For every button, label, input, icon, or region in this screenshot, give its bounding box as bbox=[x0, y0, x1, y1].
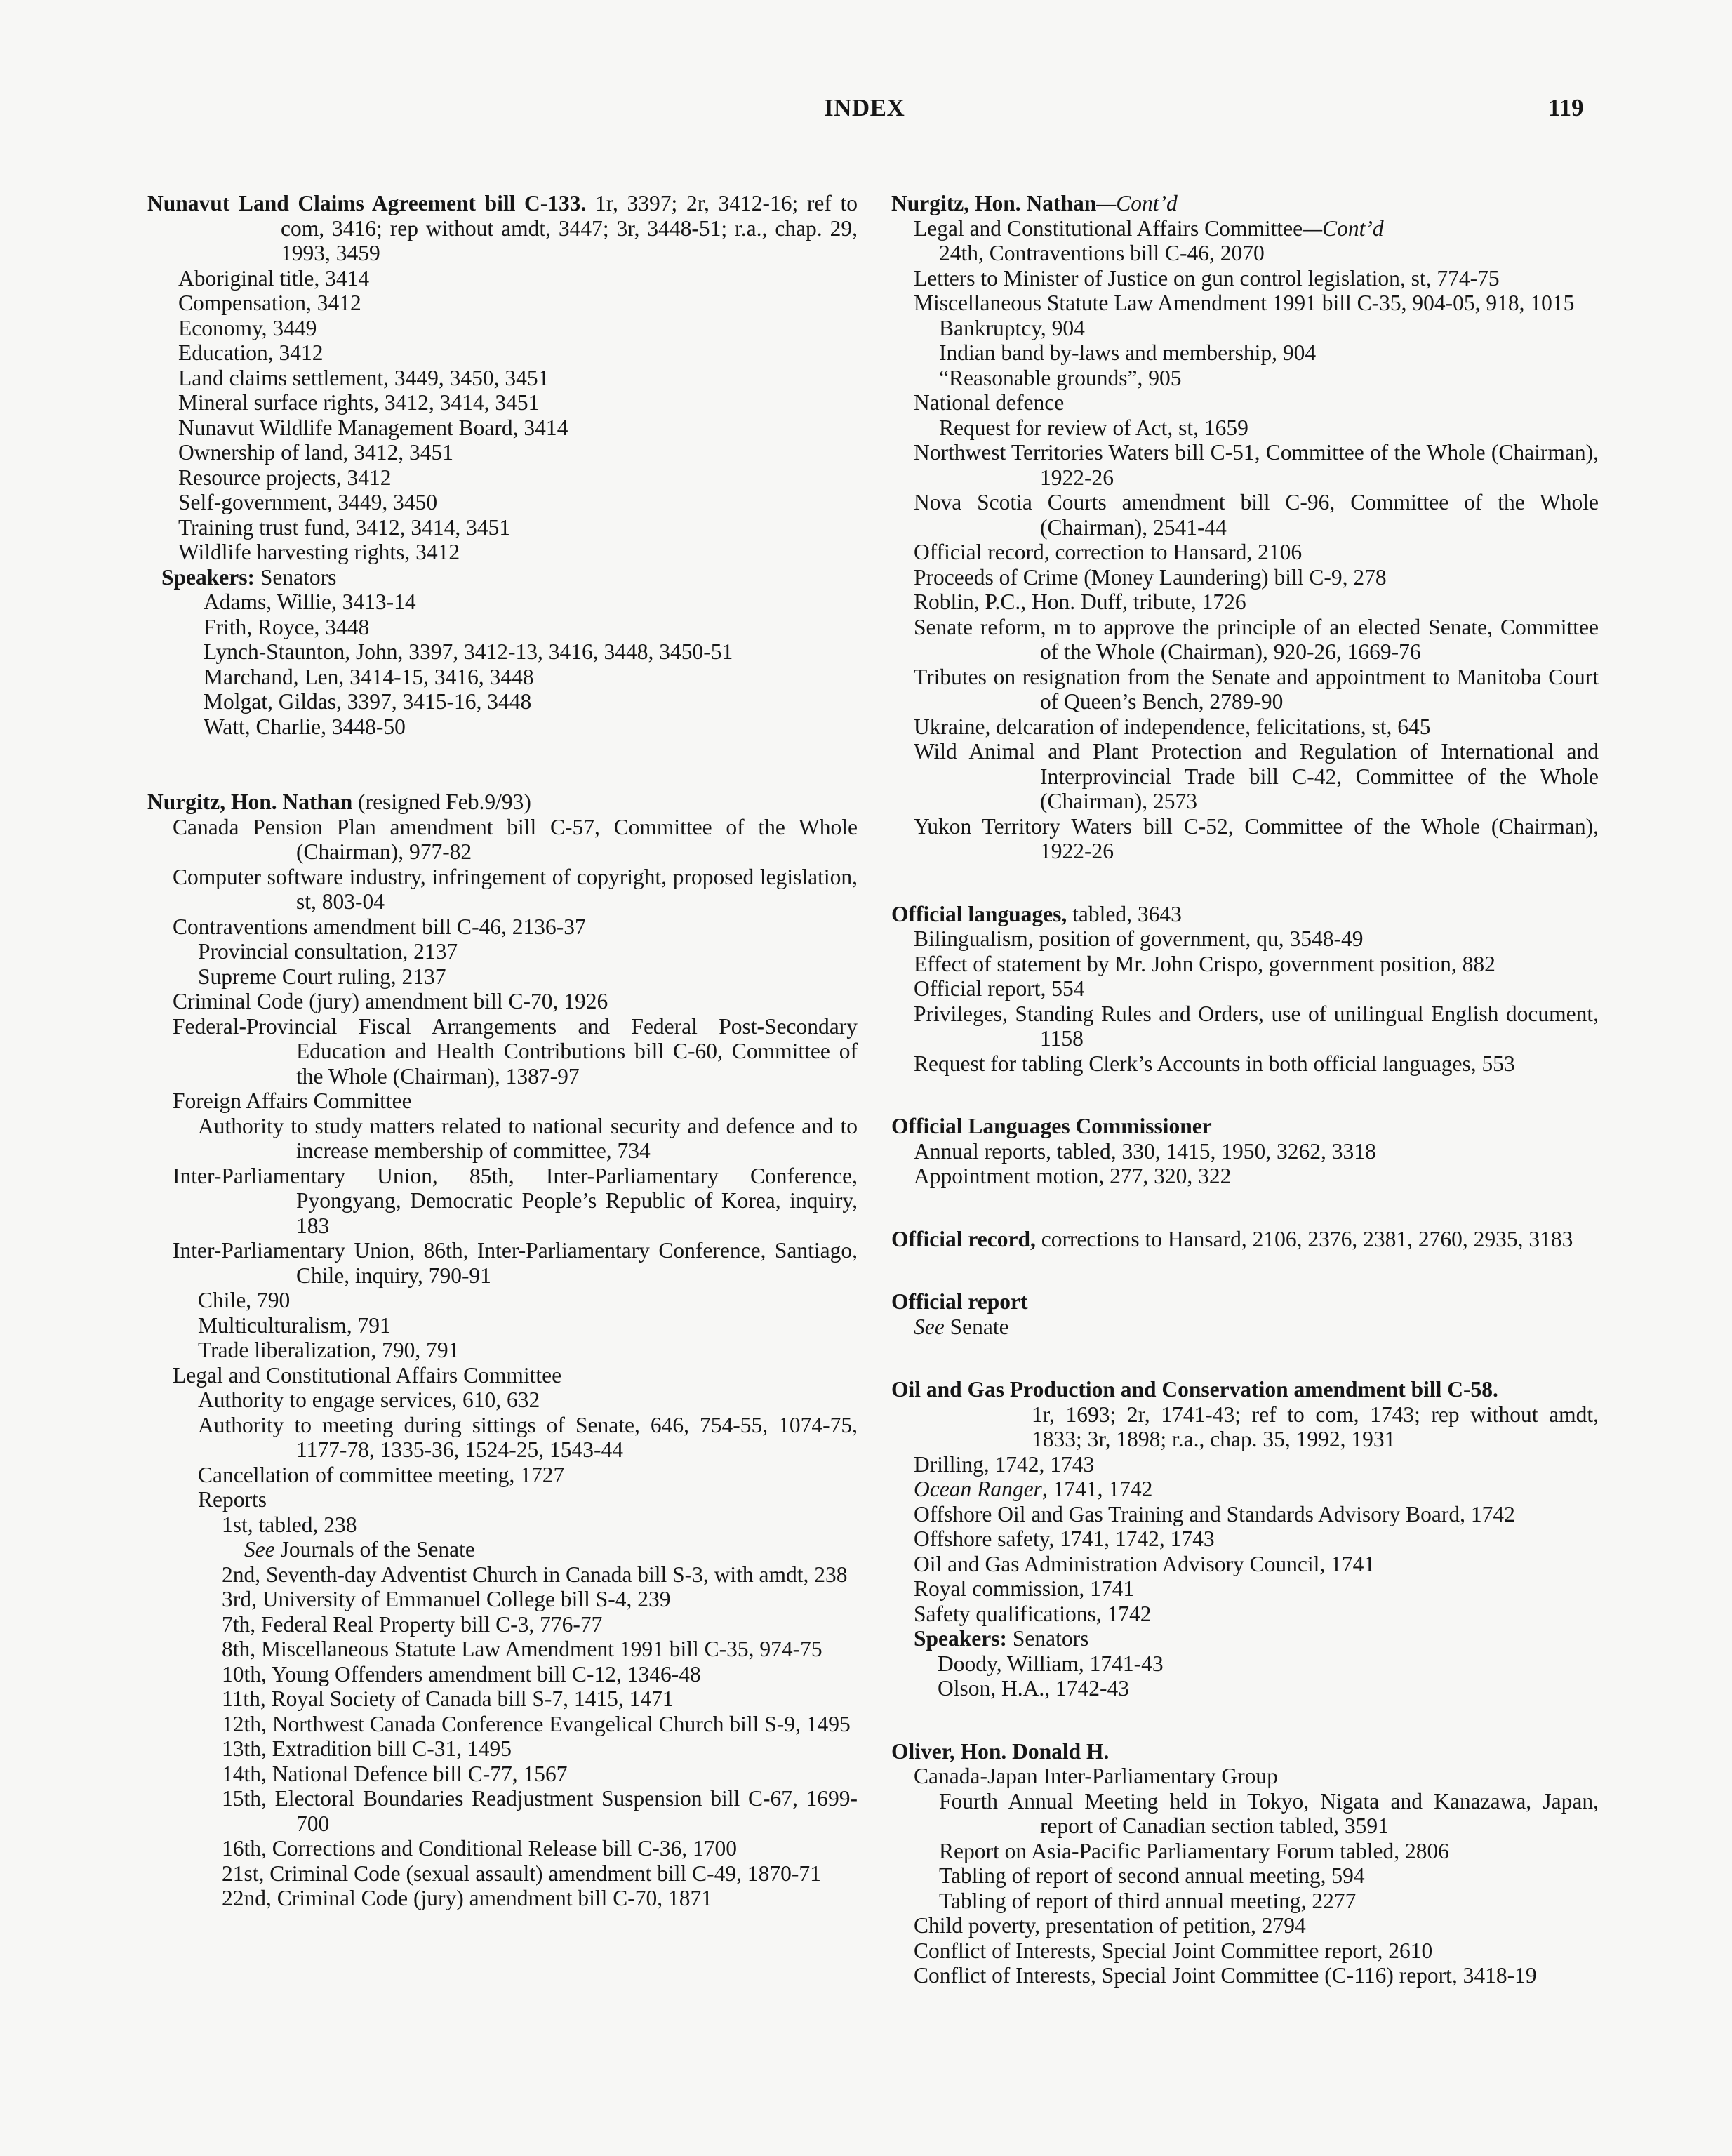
line-text: 10th, Young Offenders amendment bill C-12, 1346-48 bbox=[222, 1661, 701, 1686]
line-text: Aboriginal title, 3414 bbox=[178, 265, 370, 291]
line-text: Conflict of Interests, Special Joint Committee report, 2610 bbox=[914, 1938, 1433, 1963]
line-text: Authority to study matters related to national security and defence and to increase membership of committee, 734 bbox=[198, 1113, 858, 1163]
speakers-label: Speakers: bbox=[914, 1626, 1007, 1651]
line-text: Adams, Willie, 3413-14 bbox=[204, 590, 416, 614]
sub-entry bbox=[147, 1786, 858, 1836]
line-text: Supreme Court ruling, 2137 bbox=[198, 964, 446, 989]
line-text: Child poverty, presentation of petition, 2794 bbox=[914, 1913, 1306, 1938]
entry-heading: Nurgitz, Hon. Nathan bbox=[891, 191, 1097, 215]
line-text: Contraventions amendment bill C-46, 2136-37 bbox=[173, 914, 586, 939]
sub-entry bbox=[891, 976, 1599, 1002]
line-text: Tabling of report of third annual meeting, 2277 bbox=[939, 1888, 1357, 1913]
sub-entry bbox=[891, 490, 1599, 540]
line-text: Nova Scotia Courts amendment bill C-96, Committee of the Whole (Chairman), 2541-44 bbox=[914, 490, 1599, 540]
sub-entry bbox=[147, 1612, 858, 1637]
line-text: Reports bbox=[198, 1487, 267, 1512]
sub-entry bbox=[891, 340, 1599, 366]
line-text: Inter-Parliamentary Union, 85th, Inter-Parliamentary Conference, Pyongyang, Democratic People’s Republic of Korea, inquiry, 183 bbox=[173, 1163, 858, 1238]
sub-entry bbox=[891, 615, 1599, 665]
line-text: , 1741, 1742 bbox=[1041, 1477, 1153, 1501]
sub-entry bbox=[147, 366, 858, 391]
line-text: 13th, Extradition bill C-31, 1495 bbox=[222, 1736, 512, 1761]
sub-entry bbox=[891, 1526, 1599, 1552]
see-label: See bbox=[914, 1314, 945, 1339]
sub-entries bbox=[891, 216, 1599, 864]
sub-entry bbox=[147, 291, 858, 316]
entry-heading: Official languages, bbox=[891, 901, 1067, 926]
sub-entry bbox=[147, 1338, 858, 1363]
sub-entry bbox=[891, 1963, 1599, 1988]
line-text: Authority to meeting during sittings of Senate, 646, 754-55, 1074-75, 1177-78, 1335-36, 1524-25, 1543-44 bbox=[198, 1412, 858, 1462]
speaker-entry bbox=[147, 639, 858, 665]
sub-entry bbox=[147, 415, 858, 441]
sub-entry bbox=[147, 1762, 858, 1787]
line-text: Report on Asia-Pacific Parliamentary Forum tabled, 2806 bbox=[939, 1838, 1449, 1863]
line-text: Foreign Affairs Committee bbox=[173, 1089, 412, 1113]
index-entry-nurgitz-continued bbox=[891, 191, 1599, 864]
line-text: Safety qualifications, 1742 bbox=[914, 1601, 1152, 1626]
sub-entry bbox=[891, 1164, 1599, 1189]
line-text: Nunavut Wildlife Management Board, 3414 bbox=[178, 415, 568, 440]
line-text: 15th, Electoral Boundaries Readjustment Suspension bill C-67, 1699-700 bbox=[222, 1786, 858, 1836]
sub-entry bbox=[891, 1576, 1599, 1602]
spacer bbox=[891, 1701, 1599, 1739]
sub-entries bbox=[891, 1139, 1599, 1189]
line-text: Miscellaneous Statute Law Amendment 1991 bill C-35, 904-05, 918, 1015 bbox=[914, 291, 1575, 315]
sub-entry bbox=[891, 1789, 1599, 1839]
line-text: Yukon Territory Waters bill C-52, Committee of the Whole (Chairman), 1922-26 bbox=[914, 813, 1599, 863]
entry-heading-line bbox=[147, 191, 858, 266]
left-column bbox=[147, 191, 858, 1911]
speaker-entry bbox=[147, 714, 858, 740]
line-text: Molgat, Gildas, 3397, 3415-16, 3448 bbox=[204, 689, 532, 714]
sub-entry bbox=[147, 1288, 858, 1313]
sub-entry bbox=[147, 1662, 858, 1687]
line-text: Training trust fund, 3412, 3414, 3451 bbox=[178, 514, 511, 540]
spacer bbox=[891, 1076, 1599, 1114]
entry-heading: Oliver, Hon. Donald H. bbox=[891, 1738, 1110, 1764]
entry-heading-line bbox=[891, 1114, 1599, 1139]
sub-entry bbox=[147, 1736, 858, 1762]
line-text: 21st, Criminal Code (sexual assault) amendment bill C-49, 1870-71 bbox=[222, 1861, 821, 1886]
sub-entry bbox=[147, 1164, 858, 1239]
sub-entry bbox=[891, 714, 1599, 740]
line-text: Self-government, 3449, 3450 bbox=[178, 490, 438, 514]
spacer bbox=[891, 1251, 1599, 1289]
line-text: 1st, tabled, 238 bbox=[222, 1512, 357, 1537]
index-entry-oliver bbox=[891, 1739, 1599, 1988]
line-text: 12th, Northwest Canada Conference Evangelical Church bill S-9, 1495 bbox=[222, 1711, 851, 1736]
line-text: Inter-Parliamentary Union, 86th, Inter-Parliamentary Conference, Santiago, Chile, inquiry, 790-91 bbox=[173, 1238, 858, 1288]
line-text: Multiculturalism, 791 bbox=[198, 1312, 391, 1338]
line-text: 22nd, Criminal Code (jury) amendment bill C-70, 1871 bbox=[222, 1886, 713, 1910]
line-text: “Reasonable grounds”, 905 bbox=[939, 365, 1182, 390]
sub-entry bbox=[891, 1913, 1599, 1938]
sub-entry bbox=[891, 565, 1599, 590]
line-text: Watt, Charlie, 3448-50 bbox=[204, 714, 406, 739]
sub-entry bbox=[147, 540, 858, 565]
sub-entry bbox=[891, 366, 1599, 391]
speaker-entry bbox=[147, 665, 858, 690]
line-text: Royal commission, 1741 bbox=[914, 1576, 1135, 1601]
line-text: Economy, 3449 bbox=[178, 315, 317, 340]
entry-heading-line bbox=[891, 1289, 1599, 1315]
spacer bbox=[891, 1189, 1599, 1227]
sub-entry bbox=[891, 316, 1599, 341]
line-text: Provincial consultation, 2137 bbox=[198, 939, 458, 964]
sub-entry bbox=[891, 814, 1599, 864]
line-text: Request for tabling Clerk’s Accounts in both official languages, 553 bbox=[914, 1051, 1515, 1076]
line-text: Mineral surface rights, 3412, 3414, 3451 bbox=[178, 390, 540, 415]
italic-title: Ocean Ranger bbox=[914, 1477, 1042, 1501]
line-text: Tabling of report of second annual meeting, 594 bbox=[939, 1863, 1365, 1888]
see-label: See bbox=[244, 1537, 275, 1562]
sub-entry bbox=[147, 1886, 858, 1911]
line-text: Federal-Provincial Fiscal Arrangements and Federal Post-Secondary Education and Health Contributions bill C-60, Committee of the Whole (Chairman), 1387-97 bbox=[173, 1013, 858, 1089]
sub-entry bbox=[147, 1413, 858, 1463]
sub-entries bbox=[147, 266, 858, 565]
line-text: Official record, correction to Hansard, 2106 bbox=[914, 540, 1303, 564]
sub-entry bbox=[891, 266, 1599, 291]
line-text: Journals of the Senate bbox=[274, 1537, 475, 1562]
right-column bbox=[891, 191, 1599, 1988]
see-reference bbox=[891, 1315, 1599, 1340]
speaker-entry bbox=[147, 615, 858, 640]
speakers-line bbox=[891, 1626, 1599, 1651]
index-entry-official-languages bbox=[891, 902, 1599, 1077]
sub-entry bbox=[147, 1512, 858, 1538]
sub-entry bbox=[147, 1712, 858, 1737]
line-text: Compensation, 3412 bbox=[178, 291, 361, 315]
sub-entry bbox=[147, 1363, 858, 1388]
entry-heading: Nurgitz, Hon. Nathan bbox=[147, 790, 353, 814]
line-text: Frith, Royce, 3448 bbox=[204, 614, 370, 639]
line-text: Drilling, 1742, 1743 bbox=[914, 1451, 1095, 1477]
sub-entry bbox=[147, 1463, 858, 1488]
line-text: 11th, Royal Society of Canada bill S-7, 1415, 1471 bbox=[222, 1686, 674, 1711]
speakers-line bbox=[147, 565, 858, 590]
line-text: Northwest Territories Waters bill C-51, Committee of the Whole (Chairman), 1922-26 bbox=[914, 440, 1599, 490]
line-text: Tributes on resignation from the Senate and appointment to Manitoba Court of Queen’s Bench, 2789-90 bbox=[914, 664, 1599, 714]
spacer bbox=[891, 1339, 1599, 1377]
speaker-list bbox=[891, 1651, 1599, 1701]
sub-entry bbox=[147, 914, 858, 940]
line-text: Land claims settlement, 3449, 3450, 3451 bbox=[178, 365, 549, 390]
speaker-entry bbox=[891, 1651, 1599, 1677]
line-text: Conflict of Interests, Special Joint Committee (C-116) report, 3418-19 bbox=[914, 1963, 1537, 1988]
line-text: Ukraine, delcaration of independence, felicitations, st, 645 bbox=[914, 714, 1431, 739]
speaker-entry bbox=[891, 1676, 1599, 1701]
sub-entry bbox=[147, 1861, 858, 1886]
sub-entry bbox=[891, 1552, 1599, 1577]
spacer bbox=[147, 739, 858, 790]
line-text: Roblin, P.C., Hon. Duff, tribute, 1726 bbox=[914, 590, 1246, 614]
sub-entry bbox=[147, 465, 858, 491]
sub-entry bbox=[891, 390, 1599, 415]
entry-text: 1r, 1693; 2r, 1741-43; ref to com, 1743; rep without amdt, 1833; 3r, 1898; r.a., chap. 35, 1992, 1931 bbox=[1032, 1402, 1599, 1451]
sub-entry bbox=[891, 926, 1599, 952]
line-text: Senate reform, m to approve the principle of an elected Senate, Committee of the Whole (Chairman), 920-26, 1669-76 bbox=[914, 614, 1599, 664]
sub-entry bbox=[891, 665, 1599, 714]
entry-text: tabled, 3643 bbox=[1067, 901, 1182, 926]
line-text: 16th, Corrections and Conditional Release bill C-36, 1700 bbox=[222, 1836, 738, 1861]
sub-entry bbox=[147, 390, 858, 415]
line-text: Offshore Oil and Gas Training and Standards Advisory Board, 1742 bbox=[914, 1501, 1515, 1526]
line-text: 14th, National Defence bill C-77, 1567 bbox=[222, 1761, 568, 1786]
index-entry-official-record bbox=[891, 1227, 1599, 1252]
index-entry-oil-gas bbox=[891, 1377, 1599, 1701]
sub-entry bbox=[147, 316, 858, 341]
sub-entry bbox=[147, 989, 858, 1014]
speaker-list bbox=[147, 590, 858, 739]
line-text: Bankruptcy, 904 bbox=[939, 315, 1085, 340]
line-text: Proceeds of Crime (Money Laundering) bill C-9, 278 bbox=[914, 564, 1387, 590]
entry-text: 1r, 3397; 2r, 3412-16; ref to com, 3416; rep without amdt, 3447; 3r, 3448-51; r.a., chap. 29, 1993, 3459 bbox=[281, 191, 858, 265]
line-text: Official report, 554 bbox=[914, 976, 1085, 1001]
sub-entry bbox=[891, 1863, 1599, 1889]
line-text: Resource projects, 3412 bbox=[178, 465, 392, 490]
sub-entry bbox=[147, 1313, 858, 1338]
line-text: Wild Animal and Plant Protection and Regulation of International and Interprovincial Trade bill C-42, Committee of the Whole (Chairman), 2573 bbox=[914, 739, 1599, 813]
line-text: Olson, H.A., 1742-43 bbox=[938, 1676, 1129, 1701]
entry-heading: Official report bbox=[891, 1289, 1028, 1314]
sub-entry bbox=[147, 490, 858, 515]
see-target: Senate bbox=[944, 1314, 1009, 1339]
sub-entry bbox=[891, 540, 1599, 565]
sub-entry bbox=[147, 1238, 858, 1288]
page-header bbox=[0, 94, 1732, 129]
sub-entry bbox=[147, 1686, 858, 1712]
line-text: Education, 3412 bbox=[178, 340, 324, 365]
sub-entry bbox=[147, 440, 858, 465]
sub-entry bbox=[891, 216, 1599, 241]
sub-entries bbox=[891, 926, 1599, 1076]
sub-entry bbox=[147, 815, 858, 865]
sub-entry bbox=[147, 1487, 858, 1512]
sub-entry bbox=[147, 865, 858, 914]
sub-entry bbox=[147, 1388, 858, 1413]
sub-entry bbox=[147, 266, 858, 291]
sub-entry bbox=[891, 1139, 1599, 1164]
sub-entry bbox=[891, 1002, 1599, 1051]
line-text: Offshore safety, 1741, 1742, 1743 bbox=[914, 1526, 1215, 1551]
entry-text: corrections to Hansard, 2106, 2376, 2381, 2760, 2935, 3183 bbox=[1035, 1226, 1573, 1251]
line-text: Appointment motion, 277, 320, 322 bbox=[914, 1164, 1232, 1188]
line-text: Authority to engage services, 610, 632 bbox=[198, 1388, 540, 1412]
line-text: Canada Pension Plan amendment bill C-57, Committee of the Whole (Chairman), 977-82 bbox=[173, 814, 858, 864]
entry-heading-line bbox=[891, 1227, 1599, 1252]
line-text: Annual reports, tabled, 330, 1415, 1950, 3262, 3318 bbox=[914, 1138, 1376, 1164]
sub-entry bbox=[891, 1051, 1599, 1077]
sub-entry bbox=[891, 1889, 1599, 1914]
sub-entry bbox=[147, 1836, 858, 1861]
sub-entry bbox=[891, 1764, 1599, 1789]
sub-entry bbox=[891, 291, 1599, 316]
sub-entry bbox=[147, 515, 858, 540]
line-text: Doody, William, 1741-43 bbox=[938, 1651, 1164, 1676]
line-text: Fourth Annual Meeting held in Tokyo, Nigata and Kanazawa, Japan, report of Canadian section tabled, 3591 bbox=[939, 1788, 1599, 1838]
sub-entry bbox=[147, 939, 858, 964]
line-text: 3rd, University of Emmanuel College bill S-4, 239 bbox=[222, 1587, 671, 1611]
continued-marker: —Cont’d bbox=[1096, 191, 1178, 215]
line-text: Legal and Constitutional Affairs Committee bbox=[914, 215, 1303, 241]
index-entry-nunavut bbox=[147, 191, 858, 739]
sub-entry bbox=[891, 1477, 1599, 1502]
entry-heading-line bbox=[147, 790, 858, 815]
sub-entry bbox=[147, 964, 858, 990]
speaker-entry bbox=[147, 689, 858, 714]
speaker-entry bbox=[147, 590, 858, 615]
continued-marker: —Cont’d bbox=[1303, 215, 1384, 241]
entry-heading-line bbox=[891, 1377, 1599, 1402]
sub-entry bbox=[147, 1089, 858, 1114]
sub-entries bbox=[891, 1452, 1599, 1627]
sub-entry bbox=[891, 1502, 1599, 1527]
line-text: Oil and Gas Administration Advisory Council, 1741 bbox=[914, 1551, 1375, 1576]
line-text: 7th, Federal Real Property bill C-3, 776-77 bbox=[222, 1611, 603, 1637]
entry-heading-line bbox=[891, 902, 1599, 927]
line-text: Wildlife harvesting rights, 3412 bbox=[178, 540, 460, 564]
sub-entry bbox=[891, 241, 1599, 266]
line-text: Canada-Japan Inter-Parliamentary Group bbox=[914, 1764, 1278, 1788]
line-text: 24th, Contraventions bill C-46, 2070 bbox=[939, 241, 1265, 265]
speakers-suffix: Senators bbox=[1007, 1626, 1089, 1651]
spacer bbox=[891, 864, 1599, 902]
sub-entry bbox=[147, 1537, 858, 1562]
speakers-label: Speakers: bbox=[161, 564, 255, 590]
sub-entry bbox=[147, 1114, 858, 1164]
entry-heading: Official record, bbox=[891, 1226, 1036, 1251]
sub-entry bbox=[891, 415, 1599, 441]
sub-entry bbox=[891, 739, 1599, 814]
sub-entry bbox=[147, 1014, 858, 1089]
entry-text: (resigned Feb.9/93) bbox=[352, 790, 531, 814]
line-text: Bilingualism, position of government, qu, 3548-49 bbox=[914, 926, 1364, 951]
line-text: Privileges, Standing Rules and Orders, use of unilingual English document, 1158 bbox=[914, 1001, 1599, 1051]
page-number: 119 bbox=[1548, 94, 1584, 121]
entry-heading-line bbox=[891, 1739, 1599, 1764]
sub-entries bbox=[147, 815, 858, 1911]
sub-entry bbox=[147, 340, 858, 366]
line-text: Chile, 790 bbox=[198, 1288, 291, 1312]
sub-entry bbox=[891, 1602, 1599, 1627]
index-entry-official-report bbox=[891, 1289, 1599, 1339]
line-text: Lynch-Staunton, John, 3397, 3412-13, 3416, 3448, 3450-51 bbox=[204, 639, 733, 664]
sub-entry bbox=[891, 1452, 1599, 1477]
entry-heading-line bbox=[891, 191, 1599, 216]
line-text: Request for review of Act, st, 1659 bbox=[939, 415, 1248, 440]
line-text: Legal and Constitutional Affairs Committee bbox=[173, 1362, 562, 1388]
line-text: Criminal Code (jury) amendment bill C-70, 1926 bbox=[173, 989, 608, 1013]
line-text: 2nd, Seventh-day Adventist Church in Canada bill S-3, with amdt, 238 bbox=[222, 1562, 848, 1587]
sub-entry bbox=[891, 1938, 1599, 1964]
line-text: Letters to Minister of Justice on gun control legislation, st, 774-75 bbox=[914, 265, 1500, 291]
sub-entry bbox=[891, 590, 1599, 615]
line-text: Cancellation of committee meeting, 1727 bbox=[198, 1462, 565, 1487]
sub-entry bbox=[891, 1839, 1599, 1864]
page-title: INDEX bbox=[824, 94, 905, 121]
speakers-suffix: Senators bbox=[255, 564, 337, 590]
line-text: Computer software industry, infringement of copyright, proposed legislation, st, 803-04 bbox=[173, 864, 858, 914]
index-entry-official-languages-commissioner bbox=[891, 1114, 1599, 1189]
sub-entry bbox=[891, 440, 1599, 490]
sub-entry bbox=[147, 1587, 858, 1612]
entry-heading: Nunavut Land Claims Agreement bill C-133. bbox=[147, 191, 587, 215]
line-text: Ownership of land, 3412, 3451 bbox=[178, 440, 453, 465]
sub-entry bbox=[147, 1637, 858, 1662]
line-text: Effect of statement by Mr. John Crispo, government position, 882 bbox=[914, 951, 1495, 976]
line-text: Trade liberalization, 790, 791 bbox=[198, 1338, 460, 1362]
line-text: National defence bbox=[914, 390, 1065, 415]
line-text: 8th, Miscellaneous Statute Law Amendment 1991 bill C-35, 974-75 bbox=[222, 1637, 822, 1661]
line-text: Marchand, Len, 3414-15, 3416, 3448 bbox=[204, 664, 534, 689]
sub-entries bbox=[891, 1764, 1599, 1988]
line-text: Indian band by-laws and membership, 904 bbox=[939, 340, 1317, 365]
entry-heading: Official Languages Commissioner bbox=[891, 1114, 1212, 1138]
sub-entry bbox=[891, 952, 1599, 977]
index-entry-nurgitz bbox=[147, 790, 858, 1911]
entry-heading: Oil and Gas Production and Conservation amendment bill C-58. bbox=[891, 1377, 1498, 1402]
sub-entry bbox=[147, 1562, 858, 1588]
